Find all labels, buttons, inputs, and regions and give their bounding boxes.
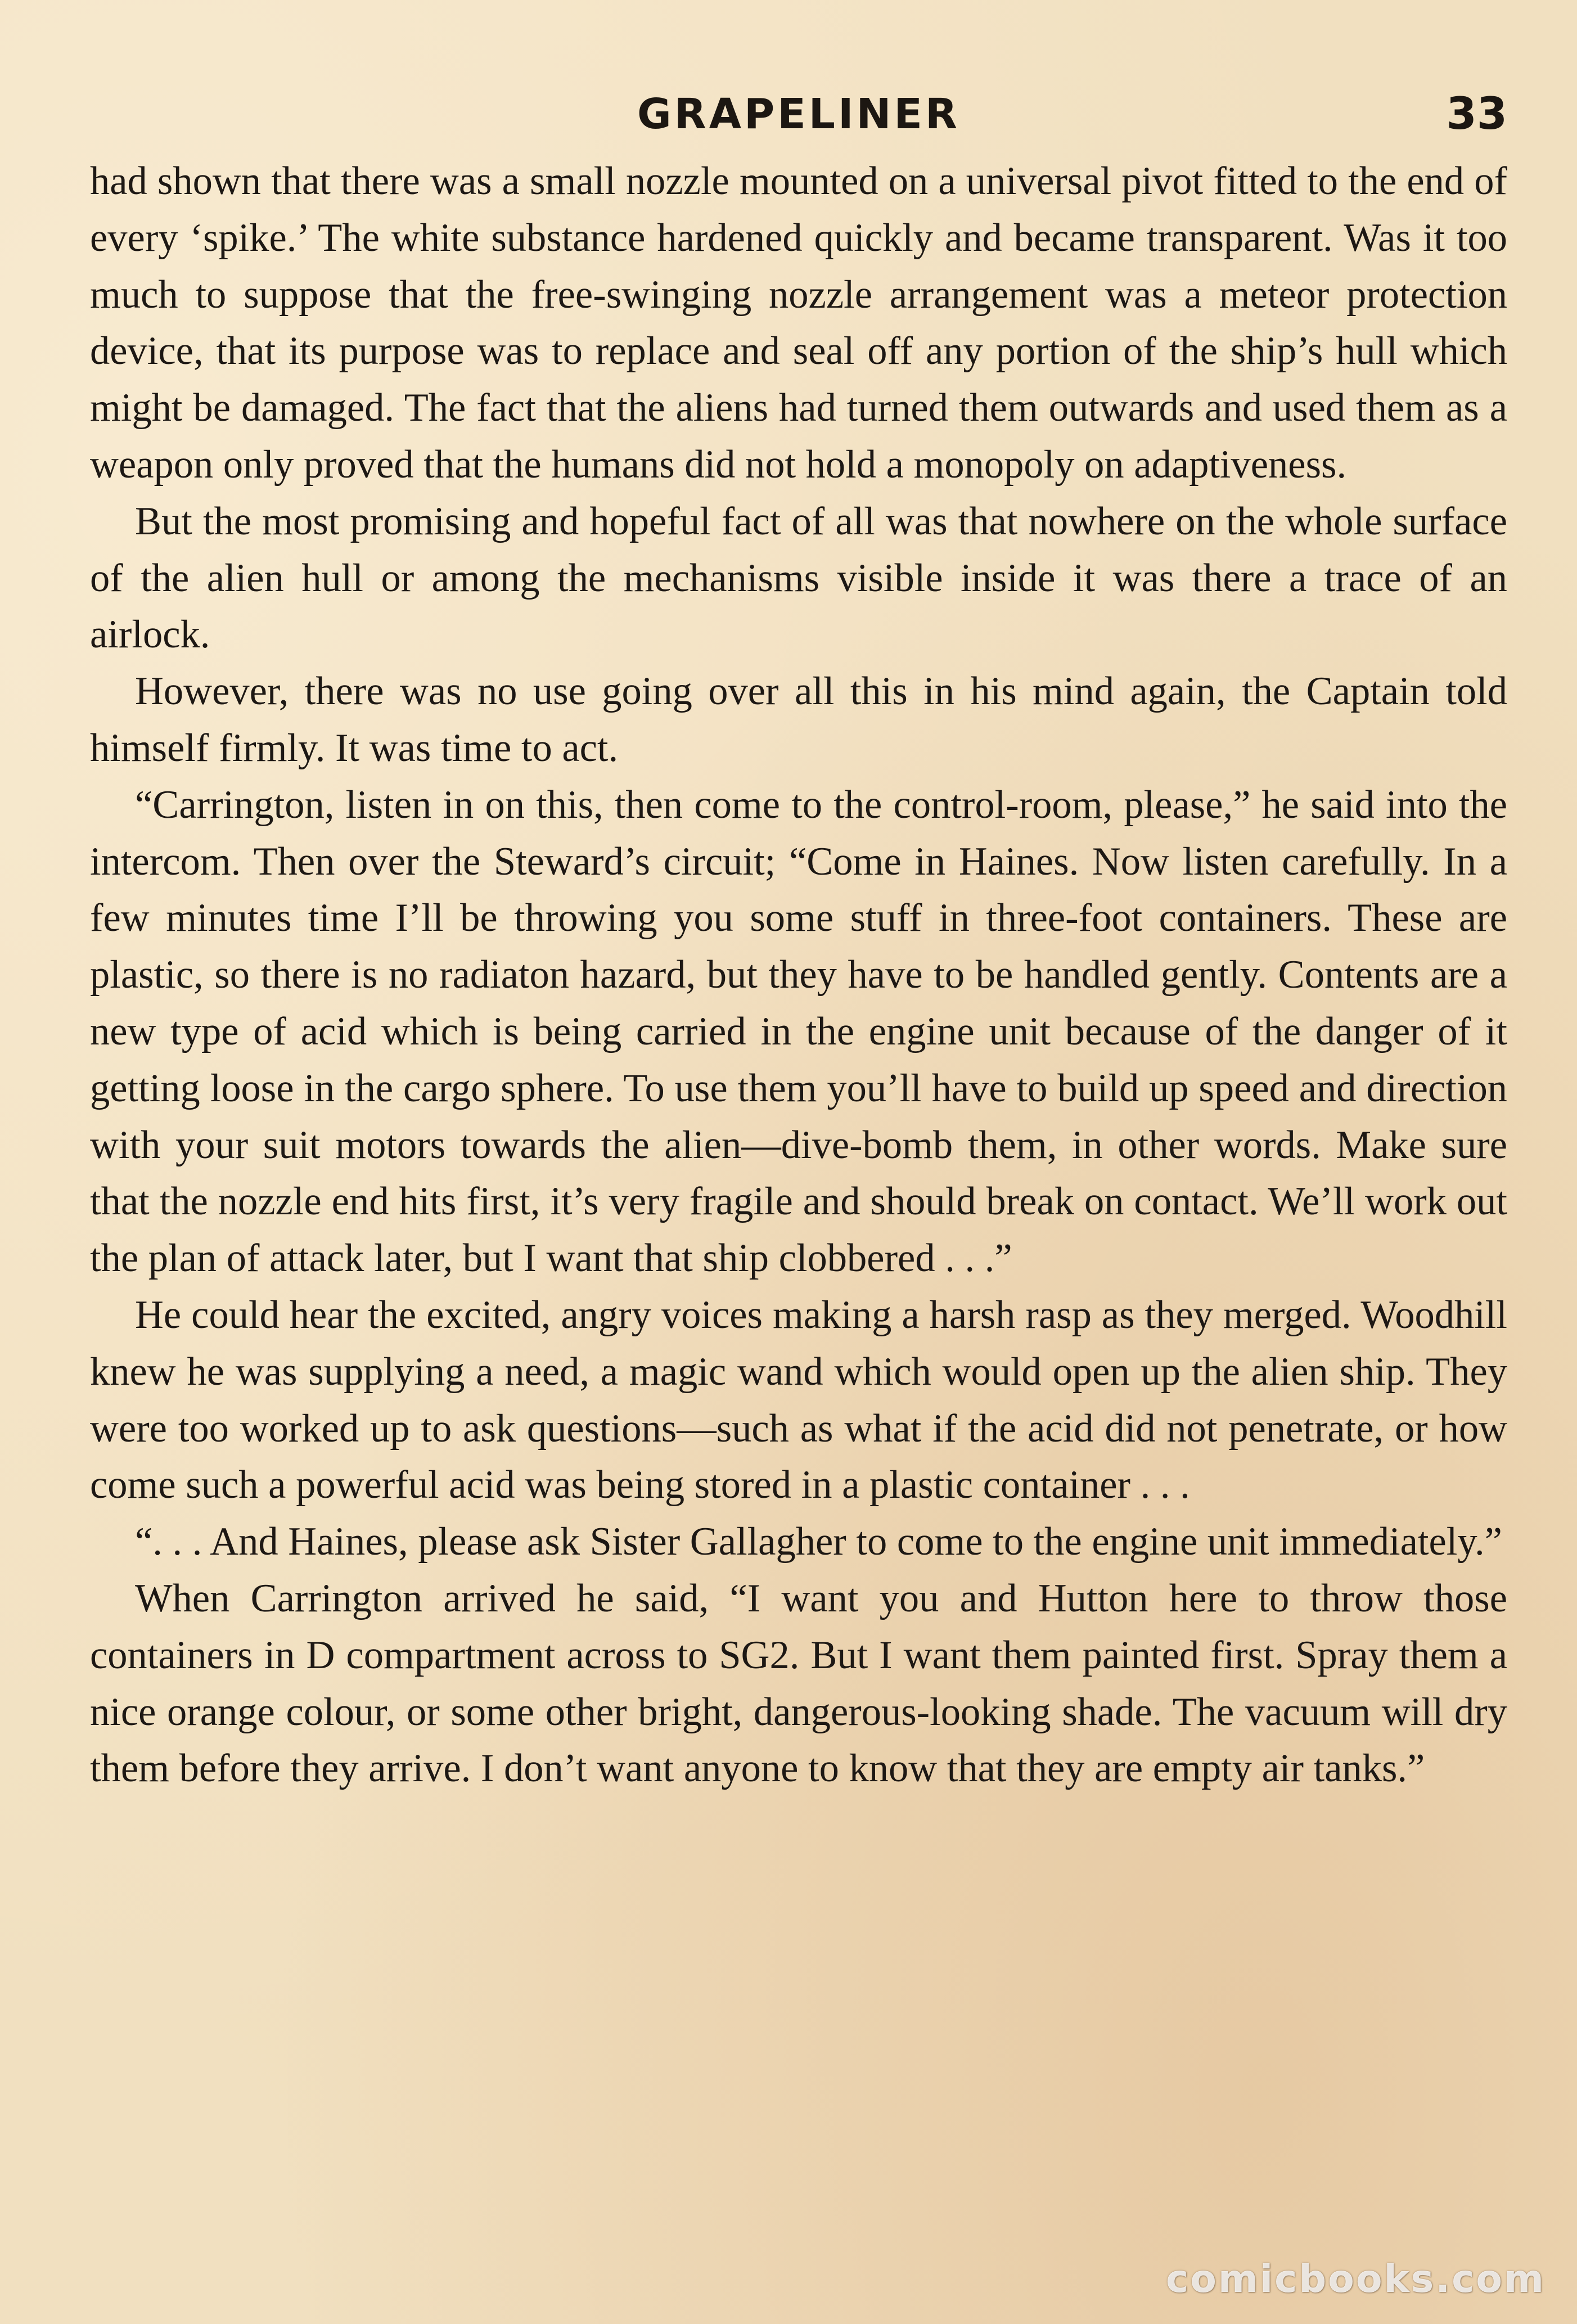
body-text (90, 153, 1507, 1797)
running-header (90, 83, 1507, 145)
paragraph: However, there was no use going over all this in his mind again, the Captain told himself firmly. It was time to act. (90, 669, 1507, 770)
paragraph: “. . . And Haines, please ask Sister Gallagher to come to the engine unit immediately.” (135, 1520, 1502, 1564)
watermark: comicbooks.com (1165, 2257, 1546, 2302)
paragraph: He could hear the excited, angry voices making a harsh rasp as they merged. Woodhill knew he was supplying a need, a magic wand which would open up the alien ship. They were too worked up to ask questions—such as what if the acid did not penetrate, or how come such a powerful acid was being stored in a plastic container . . . (90, 1292, 1507, 1507)
paragraph: But the most promising and hopeful fact of all was that nowhere on the whole surface of the alien hull or among the mechanisms visible inside it was there a trace of an airlock. (90, 499, 1507, 657)
book-page (90, 67, 1507, 2261)
paragraph: “Carrington, listen in on this, then come to the control-room, please,” he said into the intercom. Then over the Steward’s circuit; “Come in Haines. Now listen carefully. In a few minutes time I’ll be throwing you some stuff in three-foot containers. These are plastic, so there is no radiaton hazard, but they have to be handled gently. Contents are a new type of acid which is being carried in the engine unit because of the danger of it getting loose in the cargo sphere. To use them you’ll have to build up speed and direction with your suit motors towards the alien—dive-bomb them, in other words. Make sure that the nozzle end hits first, it’s very fragile and should break on contact. We’ll work out the plan of attack later, but I want that ship clobbered . . .” (90, 782, 1507, 1281)
running-title: GRAPELINER (637, 90, 960, 138)
paragraph-continued: had shown that there was a small nozzle mounted on a universal pivot fitted to the end of every ‘spike.’ The white substance hardened quickly and became transparent. Was it too much to suppose that the free-swinging nozzle arrangement was a meteor protection device, that its purpose was to replace and seal off any portion of the ship’s hull which might be damaged. The fact that the aliens had turned them outwards and used them as a weapon only proved that the humans did not hold a monopoly on adaptiveness. (90, 159, 1507, 487)
paragraph: When Carrington arrived he said, “I want you and Hutton here to throw those containers in D compartment across to SG2. But I want them painted first. Spray them a nice orange colour, or some other bright, dangerous-looking shade. The vacuum will dry them before they arrive. I don’t want anyone to know that they are empty air tanks.” (90, 1576, 1507, 1791)
page-number: 33 (1446, 89, 1507, 139)
